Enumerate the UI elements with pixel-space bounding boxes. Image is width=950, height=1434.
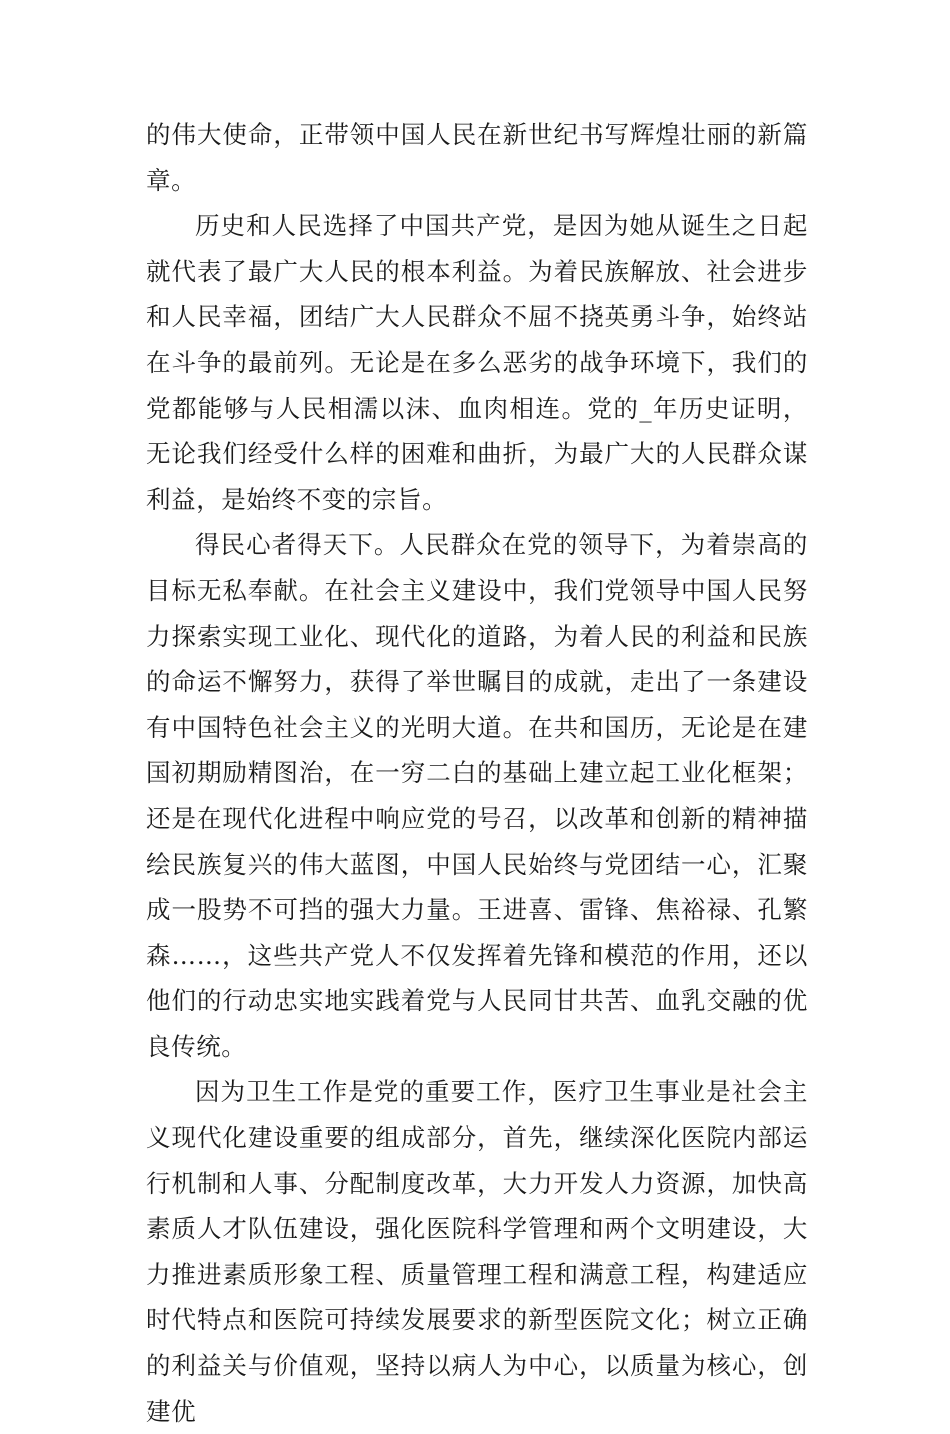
paragraph-win-hearts: 得民心者得天下。人民群众在党的领导下，为着崇高的目标无私奉献。在社会主义建设中，我们党领导中国人民努力探索实现工业化、现代化的道路，为着人民的利益和民族的命运不懈努力，获得了举世瞩目的成就，走出了一条建设有中国特色社会主义的光明大道。在共和国历，无论是在建国初期励精图治，在一穷二白的基础上建立起工业化框架；还是在现代化进程中响应党的号召，以改革和创新的精神描绘民族复兴的伟大蓝图，中国人民始终与党团结一心，汇聚成一股势不可挡的强大力量。王进喜、雷锋、焦裕禄、孔繁森……，这些共产党人不仅发挥着先锋和模范的作用，还以他们的行动忠实地实践着党与人民同甘共苦、血乳交融的优良传统。 (146, 530, 808, 1061)
document-body (146, 112, 808, 1434)
paragraph-continuation: 的伟大使命，正带领中国人民在新世纪书写辉煌壮丽的新篇章。 (146, 120, 808, 195)
paragraph-health-work: 因为卫生工作是党的重要工作，医疗卫生事业是社会主义现代化建设重要的组成部分，首先，继续深化医院内部运行机制和人事、分配制度改革，大力开发人力资源，加快高素质人才队伍建设，强化医院科学管理和两个文明建设，大力推进素质形象工程、质量管理工程和满意工程，构建适应时代特点和医院可持续发展要求的新型医院文化；树立正确的利益关与价值观，坚持以病人为中心，以质量为核心，创建优 (146, 1077, 808, 1426)
paragraph-history-and-people: 历史和人民选择了中国共产党，是因为她从诞生之日起就代表了最广大人民的根本利益。为着民族解放、社会进步和人民幸福，团结广大人民群众不屈不挠英勇斗争，始终站在斗争的最前列。无论是在多么恶劣的战争环境下，我们的党都能够与人民相濡以沫、血肉相连。党的_年历史证明，无论我们经受什么样的困难和曲折，为最广大的人民群众谋利益，是始终不变的宗旨。 (146, 211, 808, 514)
